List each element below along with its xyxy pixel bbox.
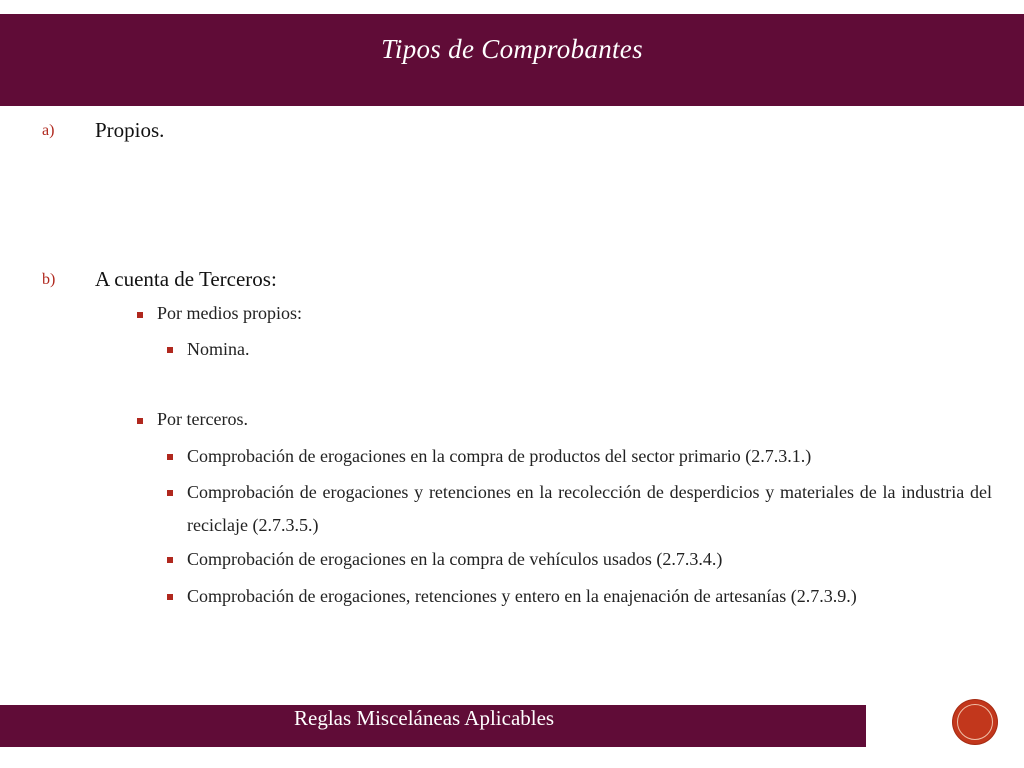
sub-sub-item-reciclaje xyxy=(167,476,992,542)
sub-item-text: Por terceros. xyxy=(157,409,248,429)
sub-sub-item-text: Comprobación de erogaciones, retenciones y entero en la enajenación de artesanías (2.7.3.9.) xyxy=(187,586,857,606)
sub-sub-item-text: Comprobación de erogaciones en la compra de vehículos usados (2.7.3.4.) xyxy=(187,549,723,569)
square-bullet-icon xyxy=(167,454,173,460)
slide-title: Tipos de Comprobantes xyxy=(381,34,643,64)
sub-sub-item-text: Comprobación de erogaciones y retenciones en la recolección de desperdicios y materiales de la industria del reciclaje (2.7.3.5.) xyxy=(187,482,992,535)
sub-item-text: Por medios propios: xyxy=(157,303,303,323)
footer-text: Reglas Misceláneas Aplicables xyxy=(294,706,555,730)
square-bullet-icon xyxy=(137,418,143,424)
square-bullet-icon xyxy=(167,347,173,353)
square-bullet-icon xyxy=(167,490,173,496)
square-bullet-icon xyxy=(167,594,173,600)
list-marker-a: a) xyxy=(42,122,55,139)
sub-sub-item-sector-primario xyxy=(167,440,992,473)
slide-number-ring xyxy=(957,704,993,740)
square-bullet-icon xyxy=(167,557,173,563)
slide-number-circle-icon xyxy=(953,700,997,744)
sub-sub-item-text: Comprobación de erogaciones en la compra de productos del sector primario (2.7.3.1.) xyxy=(187,446,812,466)
sub-sub-item-artesanias xyxy=(167,580,992,613)
list-marker-b: b) xyxy=(42,271,56,288)
list-item-b-text: A cuenta de Terceros: xyxy=(95,267,277,291)
sub-sub-item-nomina xyxy=(167,333,992,366)
sub-sub-item-text: Nomina. xyxy=(187,339,250,359)
list-item-a-text: Propios. xyxy=(95,118,165,142)
square-bullet-icon xyxy=(137,312,143,318)
sub-sub-item-vehiculos xyxy=(167,543,992,576)
